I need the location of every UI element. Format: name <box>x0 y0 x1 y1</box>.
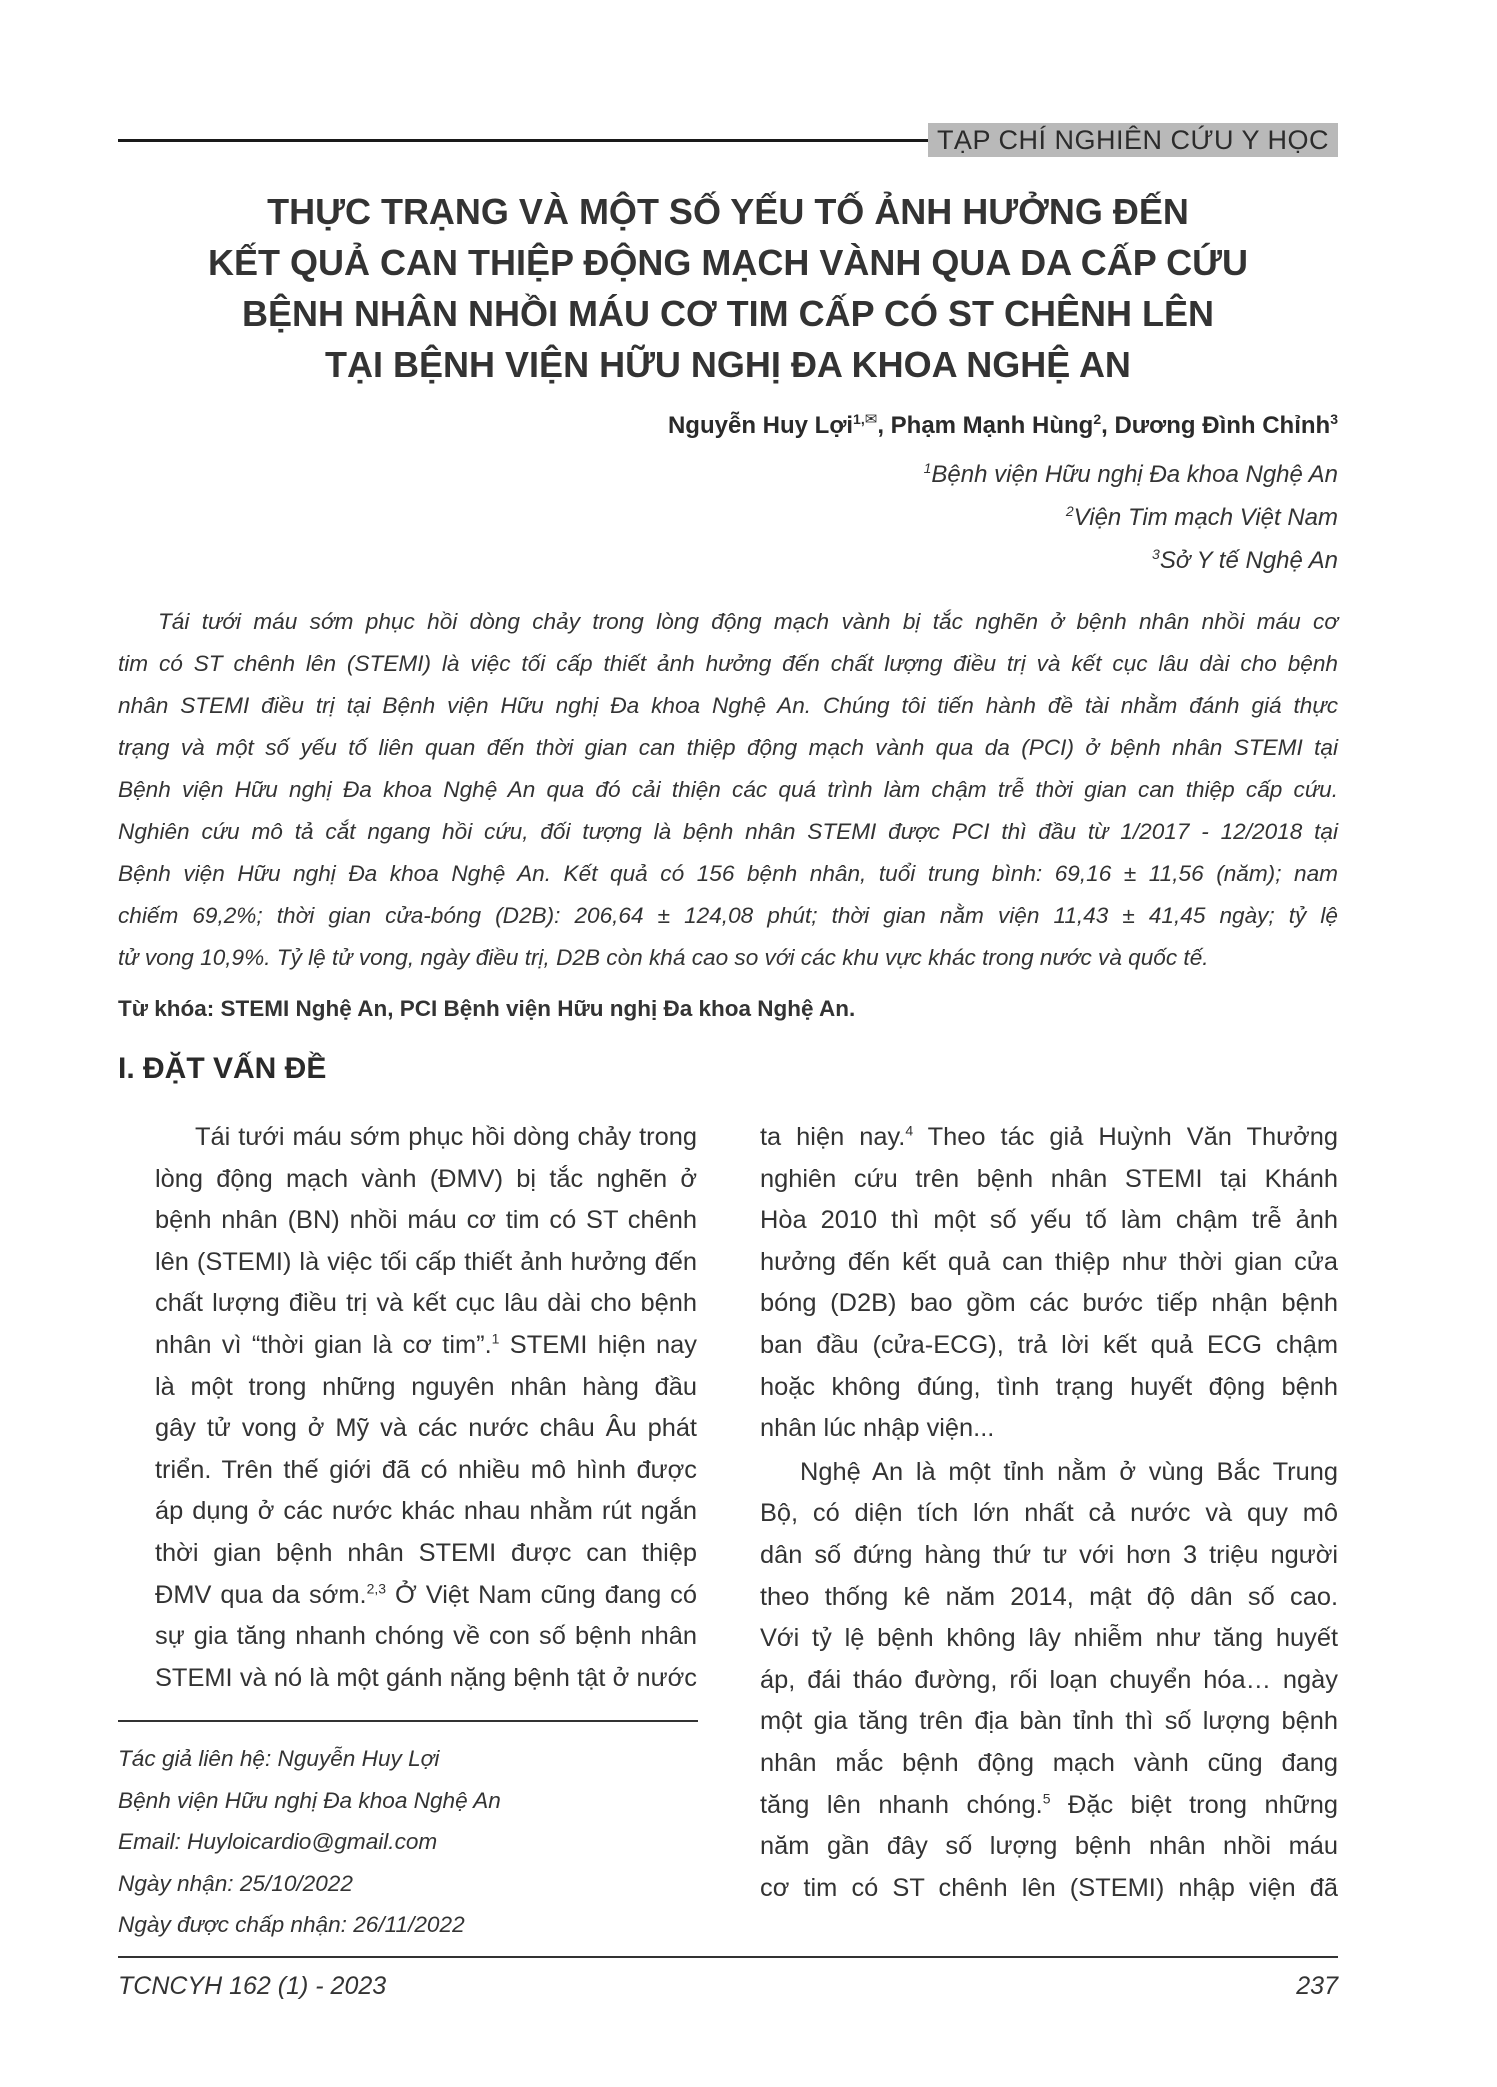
body-column-right <box>760 1117 1338 1909</box>
body-line: lòng động mạch vành (ĐMV) bị tắc nghẽn ở <box>155 1164 697 1193</box>
affiliation-mark: 3 <box>1152 546 1160 562</box>
journal-issue: TCNCYH 162 (1) - 2023 <box>118 1972 387 2000</box>
citation: 5 <box>1042 1790 1051 1807</box>
body-line: bệnh nhân (BN) nhồi máu cơ tim có ST chênh <box>155 1206 697 1235</box>
title-line: THỰC TRẠNG VÀ MỘT SỐ YẾU TỐ ẢNH HƯỞNG ĐẾN <box>267 191 1189 232</box>
body-line: nghiên cứu trên bệnh nhân STEMI tại Khánh <box>760 1164 1338 1193</box>
author-separator: , <box>1101 412 1115 439</box>
section-heading: I. ĐẶT VẤN ĐỀ <box>118 1052 327 1085</box>
author-name: Phạm Mạnh Hùng <box>890 412 1094 439</box>
journal-header: TẠP CHÍ NGHIÊN CỨU Y HỌC <box>928 123 1338 157</box>
title-line: BỆNH NHÂN NHỒI MÁU CƠ TIM CẤP CÓ ST CHÊNH LÊN <box>241 293 1215 334</box>
body-line: thời gian bệnh nhân STEMI được can thiệp <box>155 1538 697 1567</box>
body-line: Bộ, có diện tích lớn nhất cả nước và quy mô <box>760 1499 1338 1528</box>
body-line: tăng lên nhanh chóng.$^5$ Đặc biệt trong những <box>760 1790 1338 1819</box>
body-line: năm gần đây số lượng bệnh nhân nhồi máu <box>760 1832 1338 1861</box>
author-name: Nguyễn Huy Lợi <box>667 412 854 439</box>
body-line: Tái tưới máu sớm phục hồi dòng chảy trong <box>195 1123 697 1151</box>
body-line: ban đầu (cửa-ECG), trả lời kết quả ECG chậm <box>760 1330 1338 1359</box>
footnote-line: Tác giả liên hệ: Nguyễn Huy Lợi <box>118 1746 440 1771</box>
author-affiliation-mark: 2 <box>1093 411 1102 427</box>
author-affiliation-mark: 1, <box>853 411 865 427</box>
body-line: sự gia tăng nhanh chóng về con số bệnh nhân <box>155 1622 697 1651</box>
abstract-line: Bệnh viện Hữu nghị Đa khoa Nghệ An. Kết quả có 156 bệnh nhân, tuổi trung bình: 69,16 ± 11,56 (năm); nam <box>118 861 1338 886</box>
abstract-line: tử vong 10,9%. Tỷ lệ tử vong, ngày điều trị, D2B còn khá cao so với các khu vực khác trong nước và quốc tế. <box>118 945 1209 970</box>
author-affiliation-mark: 3 <box>1330 411 1338 427</box>
affiliation-text: Sở Y tế Nghệ An <box>1159 547 1338 574</box>
body-line: Nghệ An là một tỉnh nằm ở vùng Bắc Trung <box>800 1457 1338 1486</box>
article-title <box>118 186 1338 390</box>
body-line: một gia tăng trên địa bàn tỉnh thì số lượng bệnh <box>760 1707 1338 1736</box>
affiliation-mark: 2 <box>1065 503 1074 519</box>
body-line: nhân lúc nhập viện... <box>760 1414 995 1443</box>
title-line: KẾT QUẢ CAN THIỆP ĐỘNG MẠCH VÀNH QUA DA CẤP CỨU <box>208 242 1248 283</box>
footnote-line: Ngày nhận: 25/10/2022 <box>118 1870 353 1896</box>
body-line: hoặc không đúng, tình trạng huyết động bệnh <box>760 1372 1338 1401</box>
body-line: Hòa 2010 thì một số yếu tố làm chậm trễ ảnh <box>760 1206 1338 1235</box>
affiliation-text: Viện Tim mạch Việt Nam <box>1073 504 1338 531</box>
body-line: cơ tim có ST chênh lên (STEMI) nhập viện đã <box>760 1873 1338 1902</box>
author-separator: , <box>877 412 891 439</box>
affiliation-text: Bệnh viện Hữu nghị Đa khoa Nghệ An <box>931 461 1338 488</box>
abstract-line: Bệnh viện Hữu nghị Đa khoa Nghệ An qua đó cải thiện các quá trình làm chậm trễ thời gian can thiệp cấp cứu. <box>118 777 1338 802</box>
footnote-line: Ngày được chấp nhận: 26/11/2022 <box>118 1912 465 1938</box>
body-line: Với tỷ lệ bệnh không lây nhiễm như tăng huyết <box>760 1624 1338 1653</box>
affiliation-mark: 1 <box>923 460 932 476</box>
footnote-line: Email: Huyloicardio@gmail.com <box>118 1829 438 1855</box>
citation: 1 <box>491 1330 500 1347</box>
abstract-line: trạng và một số yếu tố liên quan đến thời gian can thiệp động mạch vành qua da (PCI) ở bệnh nhân STEMI tại <box>118 735 1338 760</box>
body-line: ta hiện nay.$^4$ Theo tác giả Huỳnh Văn Thưởng <box>760 1122 1338 1151</box>
author-name: Dương Đình Chỉnh <box>1114 412 1331 439</box>
body-line: bóng (D2B) bao gồm các bước tiếp nhận bệnh <box>760 1289 1338 1318</box>
page-number: 237 <box>1296 1972 1338 2000</box>
envelope-icon: ✉ <box>864 411 878 428</box>
body-line: chất lượng điều trị và kết cục lâu dài cho bệnh <box>155 1289 697 1318</box>
correspondence-footnote <box>118 1738 501 1946</box>
abstract <box>118 601 1338 979</box>
author-list <box>668 410 1338 440</box>
footnote-line: Bệnh viện Hữu nghị Đa khoa Nghệ An <box>118 1787 501 1813</box>
footer-rule <box>118 1956 1338 1958</box>
affiliation <box>924 460 1338 489</box>
title-line: TẠI BỆNH VIỆN HỮU NGHỊ ĐA KHOA NGHỆ AN <box>325 344 1131 385</box>
citation: 2,3 <box>366 1580 387 1597</box>
body-line: là một trong những nguyên nhân hàng đầu <box>155 1372 697 1401</box>
affiliation <box>1066 503 1338 532</box>
abstract-line: tim có ST chênh lên (STEMI) là việc tối cấp thiết ảnh hưởng đến chất lượng điều trị và kết cục lâu dài cho bệnh <box>118 651 1338 676</box>
abstract-line: chiếm 69,2%; thời gian cửa-bóng (D2B): 206,64 ± 124,08 phút; thời gian nằm viện 11,43 ± 41,45 ngày; tỷ lệ <box>118 903 1338 928</box>
body-line: STEMI và nó là một gánh nặng bệnh tật ở nước <box>155 1663 697 1692</box>
body-line: lên (STEMI) là việc tối cấp thiết ảnh hưởng đến <box>155 1247 697 1276</box>
abstract-line: nhân STEMI điều trị tại Bệnh viện Hữu nghị Đa khoa Nghệ An. Chúng tôi tiến hành đề tài nhằm đánh giá thực <box>118 693 1338 718</box>
body-line: nhân vì “thời gian là cơ tim”.$^1$ STEMI hiện nay <box>155 1330 697 1359</box>
body-line: hưởng đến kết quả can thiệp như thời gian cửa <box>760 1247 1338 1276</box>
body-line: gây tử vong ở Mỹ và các nước châu Âu phát <box>155 1414 697 1443</box>
body-column-left <box>155 1117 697 1699</box>
body-line: theo thống kê năm 2014, mật độ dân số cao. <box>760 1582 1338 1611</box>
body-line: nhân mắc bệnh động mạch vành cũng đang <box>760 1748 1338 1777</box>
body-line: triển. Trên thế giới đã có nhiều mô hình được <box>155 1455 697 1484</box>
abstract-line: Nghiên cứu mô tả cắt ngang hồi cứu, đối tượng là bệnh nhân STEMI được PCI thì đầu từ 1/2017 - 12/2018 tại <box>118 819 1338 844</box>
body-line: áp, đái tháo đường, rối loạn chuyển hóa… ngày <box>760 1665 1338 1694</box>
paragraph <box>760 1452 1338 1910</box>
keywords: Từ khóa: STEMI Nghệ An, PCI Bệnh viện Hữu nghị Đa khoa Nghệ An. <box>118 996 856 1021</box>
body-line: dân số đứng hàng thứ tư với hơn 3 triệu người <box>760 1540 1338 1569</box>
body-line: áp dụng ở các nước khác nhau nhằm rút ngắn <box>155 1497 697 1526</box>
citation: 4 <box>905 1122 914 1139</box>
abstract-line: Tái tưới máu sớm phục hồi dòng chảy trong lòng động mạch vành bị tắc nghẽn ở bệnh nhân nhồi máu cơ <box>158 609 1338 634</box>
body-line: ĐMV qua da sớm.$^{2,3}$ Ở Việt Nam cũng đang có <box>155 1580 698 1609</box>
header-rule <box>118 139 930 142</box>
footnote-rule <box>118 1720 698 1722</box>
affiliation <box>1152 546 1338 575</box>
